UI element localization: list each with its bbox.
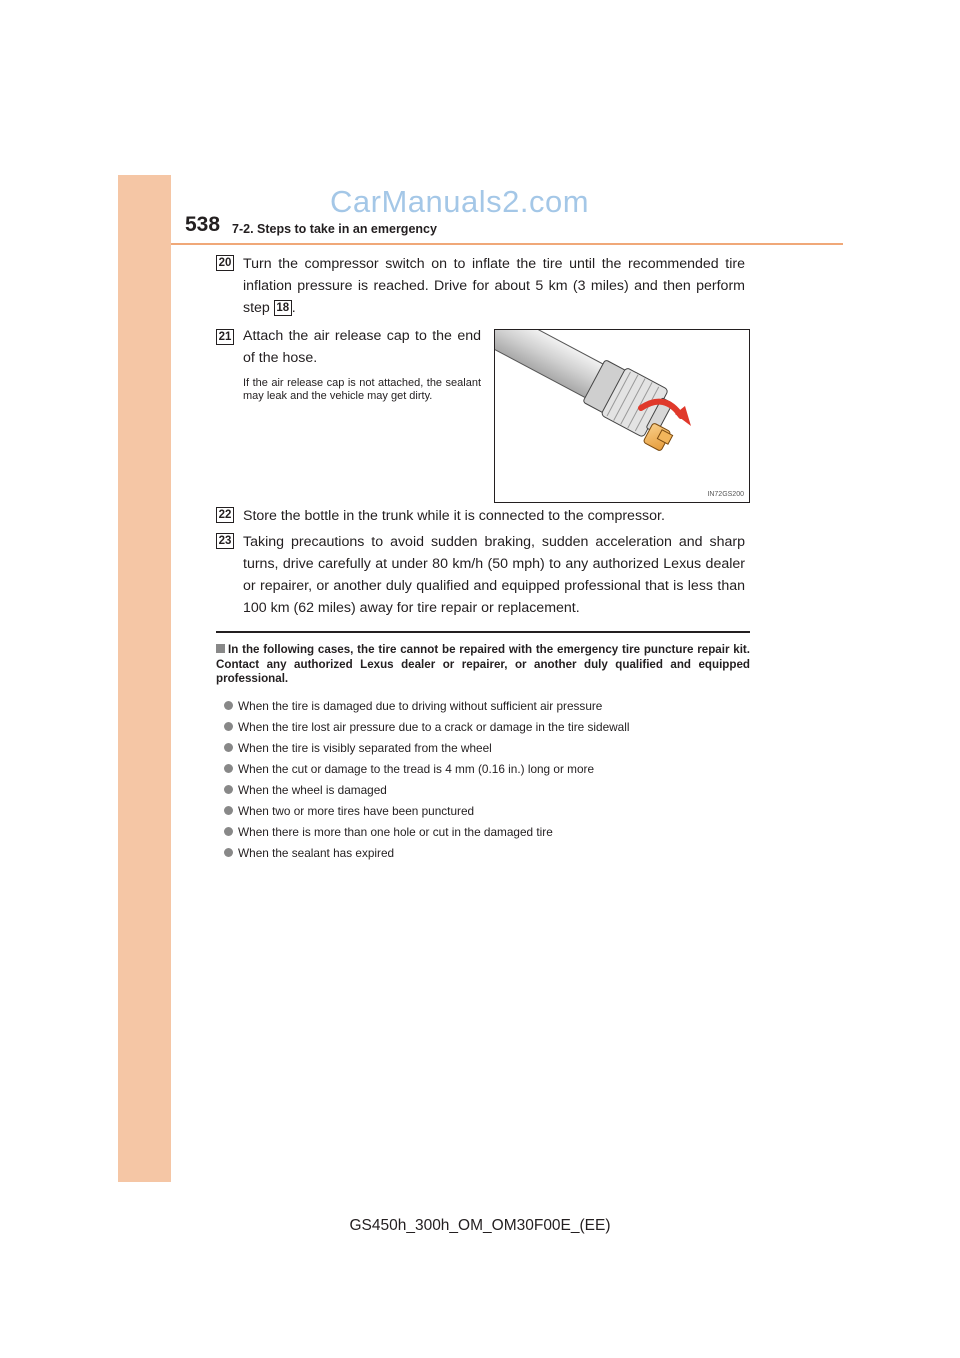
bullet-dot-icon [224, 827, 233, 836]
list-item-text: When the tire is visibly separated from the wheel [238, 741, 492, 755]
air-release-cap-illustration [494, 329, 750, 503]
step-20-text [243, 253, 745, 319]
step-22-text: Store the bottle in the trunk while it is connected to the compressor. [243, 508, 665, 524]
step-number-21: 21 [216, 329, 234, 345]
watermark: CarManuals2.com [330, 184, 590, 219]
document-code: GS450h_300h_OM_OM30F00E_(EE) [349, 1217, 611, 1234]
hose [495, 330, 677, 442]
list-item [224, 801, 629, 822]
bullet-dot-icon [224, 701, 233, 710]
step-23-text: Taking precautions to avoid sudden braking, sudden acceleration and sharp turns, drive carefully at under 80 km/h (50 mph) to any authorized Lexus dealer or repairer, or another duly qualified and equipped professional that is less than 100 km (62 miles) away for tire repair or replacement. [243, 534, 745, 616]
page-number: 538 [185, 213, 221, 236]
square-bullet-icon [216, 644, 225, 653]
step-21-text: Attach the air release cap to the end of the hose. [243, 328, 481, 366]
list-item-text: When the wheel is damaged [238, 783, 387, 797]
list-item-text: When the cut or damage to the tread is 4 mm (0.16 in.) long or more [238, 762, 595, 776]
figure-code: IN72GS200 [707, 491, 744, 498]
list-item-text: When the tire lost air pressure due to a crack or damage in the tire sidewall [238, 720, 630, 734]
note-heading-text: In the following cases, the tire cannot be repaired with the emergency tire puncture repair kit. Contact any authorized Lexus dealer or repairer, or another duly qualified and equipped professional. [216, 643, 750, 685]
step-number-23: 23 [216, 533, 234, 549]
notes-rule [216, 631, 750, 633]
bullet-dot-icon [224, 785, 233, 794]
list-item-text: When the sealant has expired [238, 846, 395, 860]
list-item [224, 696, 629, 717]
note-heading [216, 643, 750, 687]
list-item [224, 738, 629, 759]
list-item [224, 717, 629, 738]
list-item [224, 822, 629, 843]
notes-list [224, 696, 629, 864]
list-item [224, 780, 629, 801]
hose-cap-drawing [495, 330, 750, 503]
bullet-dot-icon [224, 764, 233, 773]
bullet-dot-icon [224, 722, 233, 731]
step-number-22: 22 [216, 507, 234, 523]
step-ref-18: 18 [274, 300, 292, 316]
step-number-20: 20 [216, 255, 234, 271]
step-20-text-after: . [291, 300, 296, 316]
chapter-sidebar [118, 175, 171, 1182]
bullet-dot-icon [224, 743, 233, 752]
bullet-dot-icon [224, 848, 233, 857]
step-21-note: If the air release cap is not attached, the sealant may leak and the vehicle may get dirty. [243, 377, 481, 402]
header-rule [171, 243, 843, 245]
list-item [224, 843, 629, 864]
list-item-text: When the tire is damaged due to driving without sufficient air pressure [238, 699, 603, 713]
list-item [224, 759, 629, 780]
bullet-dot-icon [224, 806, 233, 815]
list-item-text: When two or more tires have been punctured [238, 804, 475, 818]
list-item-text: When there is more than one hole or cut in the damaged tire [238, 825, 553, 839]
step-20-text-before: Turn the compressor switch on to inflate the tire until the recommended tire inflation pressure is reached. Drive for about 5 km (3 miles) and then perform step [243, 256, 745, 316]
section-title: 7-2. Steps to take in an emergency [232, 222, 437, 236]
